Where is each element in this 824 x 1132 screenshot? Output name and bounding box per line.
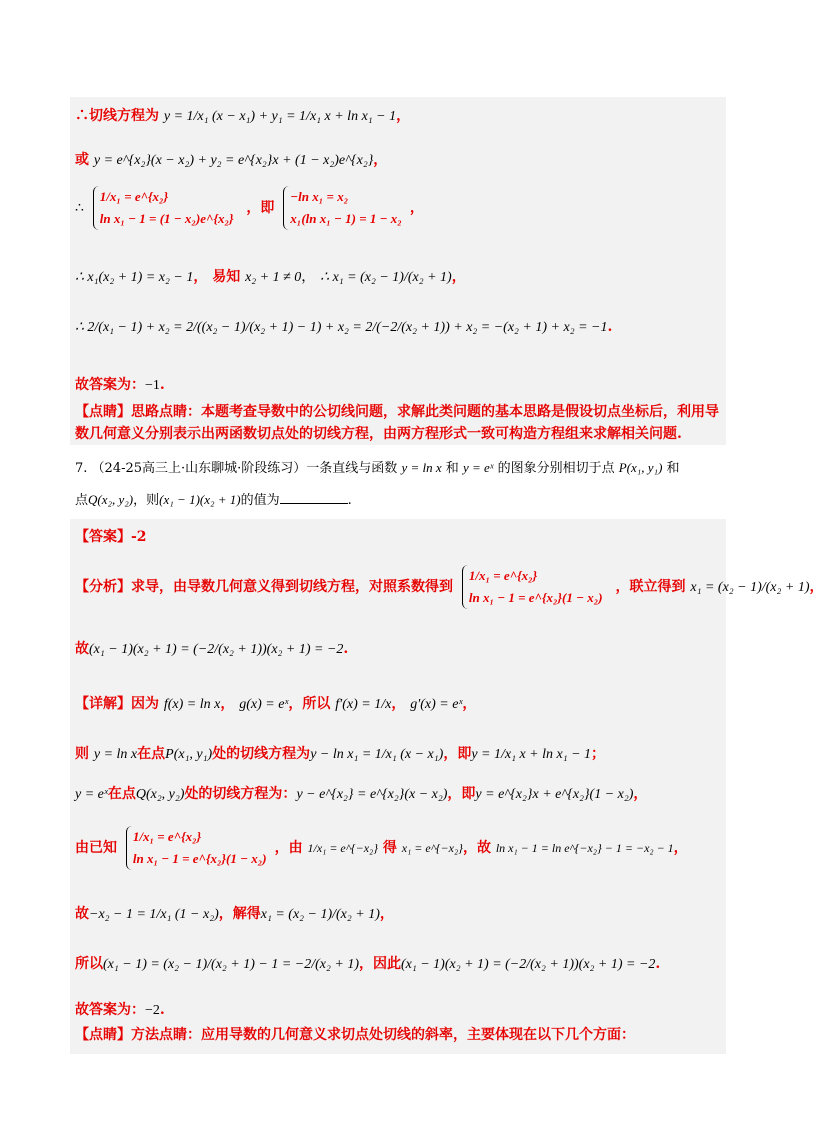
answer-blank [280,503,348,504]
detail-line-3: y = eˣ在点Q(x₂, y₂)处的切线方程为：y − e^{x₂} = e^{x₂}(x − x₂)，即y = e^{x₂}x + e^{x₂}(1 − x₂)， [75,786,648,802]
comment-block-2: 【点睛】方法点睛：应用导数的几何意义求切点处切线的斜率，主要体现在以下几个方面： [75,1027,635,1043]
answer-value: -2 [131,529,147,545]
detail-line-6: 所以(x₁ − 1) = (x₂ − 1)/(x₂ + 1) − 1 = −2/(x₂ + 1)，因此(x₁ − 1)(x₂ + 1) = (−2/(x₂ + 1))(x₂ + 1) = −2. [75,956,661,972]
question-number: 7. [75,461,88,476]
detail-system: 1/x₁ = e^{x₂} ln x₁ − 1 = e^{x₂}(1 − x₂) [126,826,271,870]
question-7-line2: 点Q(x₂, y₂)，则(x₁ − 1)(x₂ + 1)的值为 . [75,492,352,508]
detail-line-4: 由已知 1/x₁ = e^{x₂} ln x₁ − 1 = e^{x₂}(1 − x₂) ，由 1/x₁ = e^{−x₂} 得 x₁ = e^{−x₂}，故 ln x₁ − 1 = ln e^{−x₂} − 1 = −x₂ − 1， [75,826,688,870]
tangent-line-statement: ∴切线方程为 y = 1/x₁ (x − x₁) + y₁ = 1/x₁ x + ln x₁ − 1， [75,108,411,124]
analysis-system: 1/x₁ = e^{x₂} ln x₁ − 1 = e^{x₂}(1 − x₂) [462,565,607,609]
question-source: （24-25高三上·山东聊城·阶段练习） [91,461,307,476]
comment-block-1: 【点睛】思路点睛：本题考查导数中的公切线问题，求解此类问题的基本思路是假设切点坐标后，利用导 [75,404,719,420]
x1-derivation: ∴ x₁(x₂ + 1) = x₂ − 1， 易知 x₂ + 1 ≠ 0， ∴ x₁ = (x₂ − 1)/(x₂ + 1)， [75,269,466,285]
x1-result: ∴ x₁ = (x₂ − 1)/(x₂ + 1) [320,270,452,285]
answer-line: 【答案】-2 [75,529,147,545]
tangent-line-alt: 或 y = e^{x₂}(x − x₂) + y₂ = e^{x₂}x + (1 − x₂)e^{x₂}， [75,152,388,168]
answer-line-previous: 故答案为：−1. [75,377,165,393]
detail-line-1: 【详解】因为 f(x) = ln x， g(x) = eˣ，所以 f′(x) = 1/x， g′(x) = eˣ， [75,696,477,712]
detail-line-5: 故−x₂ − 1 = 1/x₁ (1 − x₂)，解得x₁ = (x₂ − 1)/(x₂ + 1)， [75,906,394,922]
analysis-final: 故(x₁ − 1)(x₂ + 1) = (−2/(x₂ + 1))(x₂ + 1) = −2. [75,641,349,657]
detail-answer: 故答案为：−2. [75,1002,165,1018]
system-line: ∴ 1/x₁ = e^{x₂} ln x₁ − 1 = (1 − x₂)e^{x₂} ，即 −ln x₁ = x₂ x₁(ln x₁ − 1) = 1 − x₂ ， [75,186,424,230]
system-a: 1/x₁ = e^{x₂} ln x₁ − 1 = (1 − x₂)e^{x₂} [93,186,238,230]
system-b: −ln x₁ = x₂ x₁(ln x₁ − 1) = 1 − x₂ [283,186,406,230]
analysis-line: 【分析】求导，由导数几何意义得到切线方程，对照系数得到 1/x₁ = e^{x₂} ln x₁ − 1 = e^{x₂}(1 − x₂) ，联立得到 x₁ = (x₂ − 1)/(x₂ + 1)， [75,565,824,609]
final-chain: ∴ 2/(x₁ − 1) + x₂ = 2/((x₂ − 1)/(x₂ + 1) − 1) + x₂ = 2/(−2/(x₂ + 1)) + x₂ = −(x₂ + 1) + x₂ = −1. [75,319,613,335]
comment-head: 【点睛】 [75,404,131,420]
question-7-line1: 7. （24-25高三上·山东聊城·阶段练习）一条直线与函数 y = ln x 和 y = eˣ 的图象分别相切于点 P(x₁, y₁) 和 [75,460,680,476]
tangent-equation-2: y = e^{x₂}(x − x₂) + y₂ = e^{x₂}x + (1 − x₂)e^{x₂} [93,153,374,168]
detail-line-2: 则 y = ln x在点P(x₁, y₁)处的切线方程为y − ln x₁ = 1/x₁ (x − x₁)，即y = 1/x₁ x + ln x₁ − 1； [75,746,606,762]
comment-block-1-cont: 数几何意义分别表示出两函数切点处的切线方程，由两方程形式一致可构造方程组来求解相关问题. [75,426,682,442]
tangent-equation-1: y = 1/x₁ (x − x₁) + y₁ = 1/x₁ x + ln x₁ − 1 [163,109,397,124]
